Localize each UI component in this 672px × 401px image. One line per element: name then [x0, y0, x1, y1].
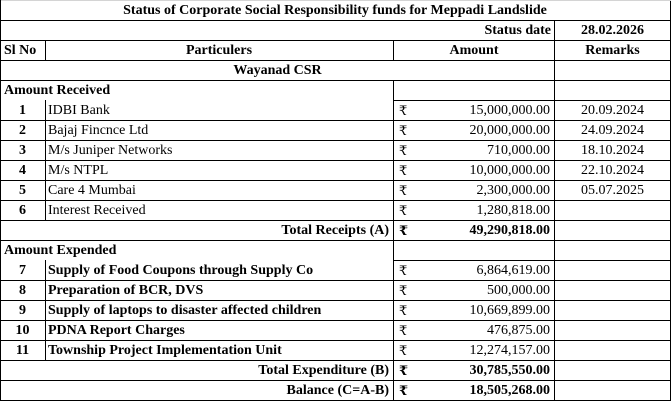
grid-line — [0, 300, 671, 301]
row-amount: 1,280,818.00 — [476, 203, 550, 218]
grid-line — [0, 60, 671, 61]
grid-line — [0, 0, 1, 401]
row-sl-no: 1 — [19, 103, 26, 118]
row-particular: IDBI Bank — [48, 103, 110, 118]
grid-line — [393, 100, 671, 101]
grid-line — [0, 340, 671, 341]
row-amount: 6,864,619.00 — [476, 263, 550, 278]
row-sl-no: 4 — [19, 163, 26, 178]
header-remarks: Remarks — [585, 43, 640, 58]
row-sl-no: 3 — [19, 143, 26, 158]
grid-line — [45, 40, 46, 61]
row-particular: Township Project Implementation Unit — [48, 343, 282, 358]
row-amount: 20,000,000.00 — [469, 123, 550, 138]
row-sl-no: 11 — [15, 343, 30, 358]
total-expenditure-amount: 30,785,550.00 — [469, 363, 550, 378]
grid-line — [0, 160, 671, 161]
balance-amount: 18,505,268.00 — [469, 383, 550, 398]
row-particular: M/s Juniper Networks — [48, 143, 173, 158]
header-amount: Amount — [449, 43, 499, 58]
row-sl-no: 5 — [19, 183, 26, 198]
grid-line — [0, 120, 671, 121]
grid-line — [0, 0, 671, 1]
row-particular: PDNA Report Charges — [48, 323, 185, 338]
grid-line — [0, 280, 671, 281]
row-remarks — [555, 201, 670, 221]
row-remarks — [555, 301, 670, 321]
rupee-icon: ₹ — [399, 103, 408, 118]
rupee-icon: ₹ — [399, 163, 408, 178]
row-amount: 10,000,000.00 — [469, 163, 550, 178]
grid-line — [0, 180, 671, 181]
group-title: Wayanad CSR — [233, 63, 322, 78]
balance-label: Balance (C=A-B) — [286, 383, 389, 398]
grid-line — [0, 320, 671, 321]
section-label-expended: Amount Expended — [4, 243, 117, 258]
row-amount: 710,000.00 — [487, 143, 550, 158]
header-particulars: Particulers — [185, 43, 253, 58]
section-label-received: Amount Received — [4, 83, 111, 98]
row-remarks — [555, 341, 670, 361]
row-particular: Supply of laptops to disaster affected children — [48, 303, 322, 318]
rupee-icon: ₹ — [399, 263, 408, 278]
rupee-icon: ₹ — [399, 123, 408, 138]
row-sl-no: 6 — [19, 203, 26, 218]
grid-line — [0, 80, 671, 81]
row-sl-no: 10 — [15, 323, 30, 338]
grid-line — [0, 360, 671, 361]
row-sl-no: 8 — [19, 283, 26, 298]
grid-line — [393, 40, 394, 61]
row-sl-no: 7 — [19, 263, 26, 278]
row-amount: 500,000.00 — [487, 283, 550, 298]
row-sl-no: 9 — [19, 303, 26, 318]
table-title: Status of Corporate Social Responsibility funds for Meppadi Landslide — [123, 3, 547, 18]
rupee-icon: ₹ — [399, 183, 408, 198]
row-remarks: 20.09.2024 — [581, 103, 644, 118]
row-amount: 12,274,157.00 — [469, 343, 550, 358]
grid-line — [0, 140, 671, 141]
row-remarks — [555, 281, 670, 301]
grid-line — [45, 260, 46, 361]
rupee-icon: ₹ — [399, 143, 408, 158]
row-particular: Interest Received — [48, 203, 146, 218]
grid-line — [0, 380, 671, 381]
row-amount: 2,300,000.00 — [476, 183, 550, 198]
grid-line — [0, 20, 671, 21]
row-particular: Preparation of BCR, DVS — [48, 283, 204, 298]
row-particular: Supply of Food Coupons through Supply Co — [48, 263, 314, 278]
rupee-icon: ₹ — [399, 303, 408, 318]
rupee-icon: ₹ — [399, 203, 408, 218]
row-amount: 476,875.00 — [487, 323, 550, 338]
total-receipts-label: Total Receipts (A) — [281, 223, 389, 238]
rupee-icon: ₹ — [399, 383, 409, 398]
row-remarks: 05.07.2025 — [581, 183, 644, 198]
rupee-icon: ₹ — [399, 283, 408, 298]
total-receipts-amount: 49,290,818.00 — [469, 223, 550, 238]
grid-line — [0, 220, 671, 221]
rupee-icon: ₹ — [399, 223, 409, 238]
grid-line — [0, 40, 671, 41]
grid-line — [0, 200, 671, 201]
grid-line — [45, 100, 46, 221]
header-sl-no: Sl No — [4, 43, 37, 58]
grid-line — [393, 260, 671, 261]
status-date-label: Status date — [484, 23, 551, 38]
row-remarks: 18.10.2024 — [581, 143, 644, 158]
row-amount: 15,000,000.00 — [469, 103, 550, 118]
row-particular: Bajaj Fincnce Ltd — [48, 123, 149, 138]
row-remarks: 22.10.2024 — [581, 163, 644, 178]
row-amount: 10,669,899.00 — [469, 303, 550, 318]
rupee-icon: ₹ — [399, 363, 409, 378]
row-particular: M/s NTPL — [48, 163, 109, 178]
grid-line — [670, 1, 671, 401]
row-particular: Care 4 Mumbai — [48, 183, 136, 198]
grid-line — [0, 240, 671, 241]
rupee-icon: ₹ — [399, 343, 408, 358]
rupee-icon: ₹ — [399, 323, 408, 338]
row-remarks — [555, 261, 670, 281]
row-remarks — [555, 321, 670, 341]
grid-line — [554, 20, 555, 401]
row-sl-no: 2 — [19, 123, 26, 138]
total-expenditure-label: Total Expenditure (B) — [258, 363, 389, 378]
row-remarks: 24.09.2024 — [581, 123, 644, 138]
grid-line — [393, 80, 394, 401]
status-date-value: 28.02.2026 — [581, 23, 644, 38]
